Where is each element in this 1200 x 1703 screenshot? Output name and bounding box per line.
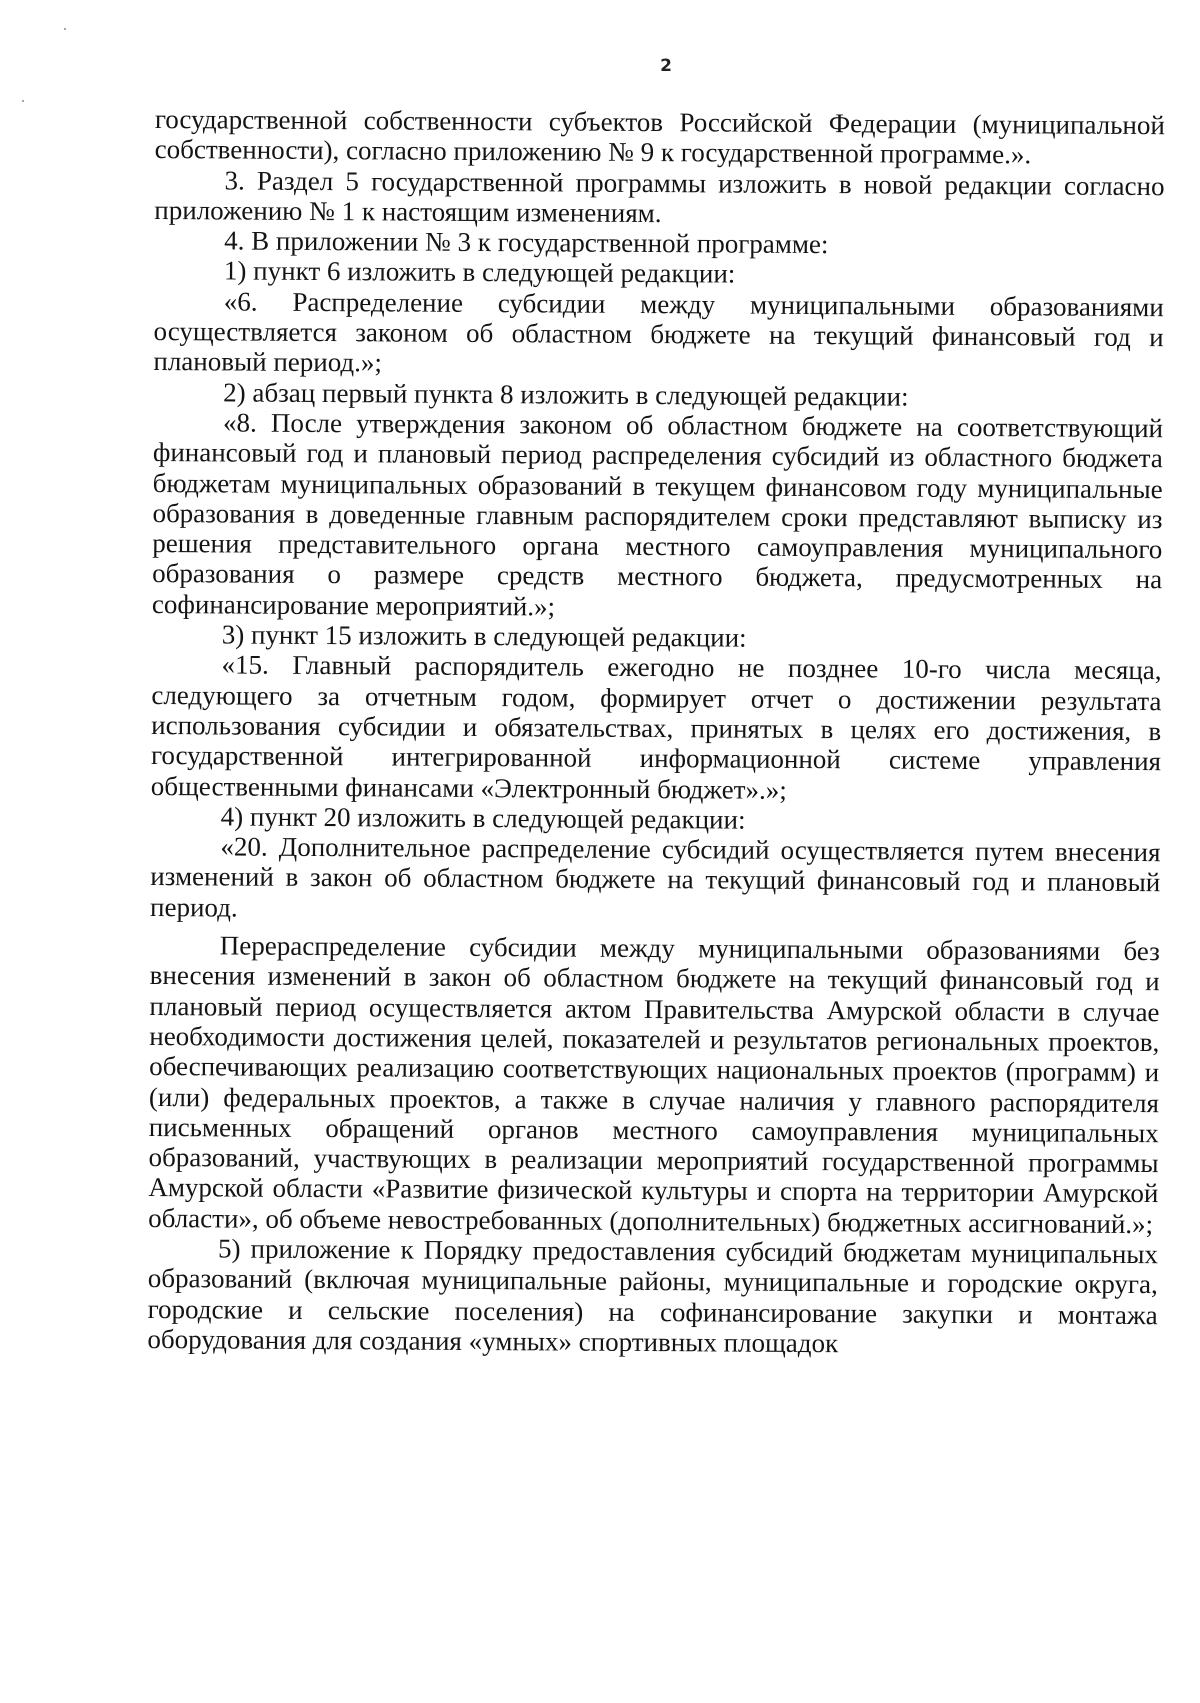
paragraph-continuation: государственной собственности субъектов Российской Федерации (муниципальной собственности), согласно приложению № 9 к государственной программе.».: [154, 104, 1165, 170]
scan-speck: [64, 28, 66, 30]
paragraph-redistribution: Перераспределение субсидии между муниципальными образованиями без внесения изменений в закон об областном бюджете на текущий финансовый год и плановый период осуществляется актом Правительства Амурской области в случае необходимости достижения целей, показателей и результатов региональных проектов, обеспечивающих реализацию соответствующих национальных проектов (программ) и (или) федеральных проектов, а также в случае наличия у главного распорядителя письменных обращений органов местного самоуправления муниципальных образований, участвующих в реализации мероприятий государственной программы Амурской области «Развитие физической культуры и спорта на территории Амурской области», об объеме невостребованных (дополнительных) бюджетных ассигнований.»;: [148, 930, 1160, 1239]
paragraph-item-3: 3. Раздел 5 государственной программы изложить в новой редакции согласно приложению № 1 к настоящим изменениям.: [154, 165, 1165, 228]
paragraph-subitem-2: 2) абзац первый пункта 8 изложить в следующей редакции:: [223, 377, 909, 412]
paragraph-quote-6: «6. Распределение субсидии между муниципальными образованиями осуществляется законом об областном бюджете на текущий финансовый год и плановый период.»;: [153, 286, 1164, 378]
document-body: [147, 104, 1165, 1360]
paragraph-subitem-4: 4) пункт 20 изложить в следующей редакции:: [220, 801, 746, 835]
paragraph-quote-15: «15. Главный распорядитель ежегодно не позднее 10-го числа месяца, следующего за отчетным годом, формирует отчет о достижении результата использования субсидии и обязательствах, принятых в целях его достижения, в государственной интегрированной информационной системе управления общественными финансами «Электронный бюджет».»;: [150, 649, 1162, 805]
paragraph-subitem-1: 1) пункт 6 изложить в следующей редакции:: [223, 255, 736, 290]
paragraph-quote-20: «20. Дополнительное распределение субсидий осуществляется путем внесения изменений в закон об областном бюджете на текущий финансовый год и плановый период.: [150, 831, 1161, 923]
paragraph-subitem-3: 3) пункт 15 изложить в следующей редакции:: [221, 619, 747, 653]
page-number: 2: [660, 56, 672, 76]
paragraph-item-4: 4. В приложении № 3 к государственной программе:: [224, 225, 829, 260]
paragraph-quote-8: «8. После утверждения законом об областном бюджете на соответствующий финансовый год и плановый период распределения субсидий из областного бюджета бюджетам муниципальных образований в текущем финансовом году муниципальные образования в доведенные главным распорядителем сроки представляют выписку из решения представительного органа местного самоуправления муниципального образования о размере средств местного бюджета, предусмотренных на софинансирование мероприятий.»;: [151, 407, 1164, 622]
paragraph-subitem-5: 5) приложение к Порядку предоставления субсидий бюджетам муниципальных образований (включая муниципальные районы, муниципальные и городские округа, городские и сельские поселения) на софинансирование закупки и монтажа оборудования для создания «умных» спортивных площадок: [147, 1233, 1159, 1359]
scan-speck: [22, 100, 24, 102]
